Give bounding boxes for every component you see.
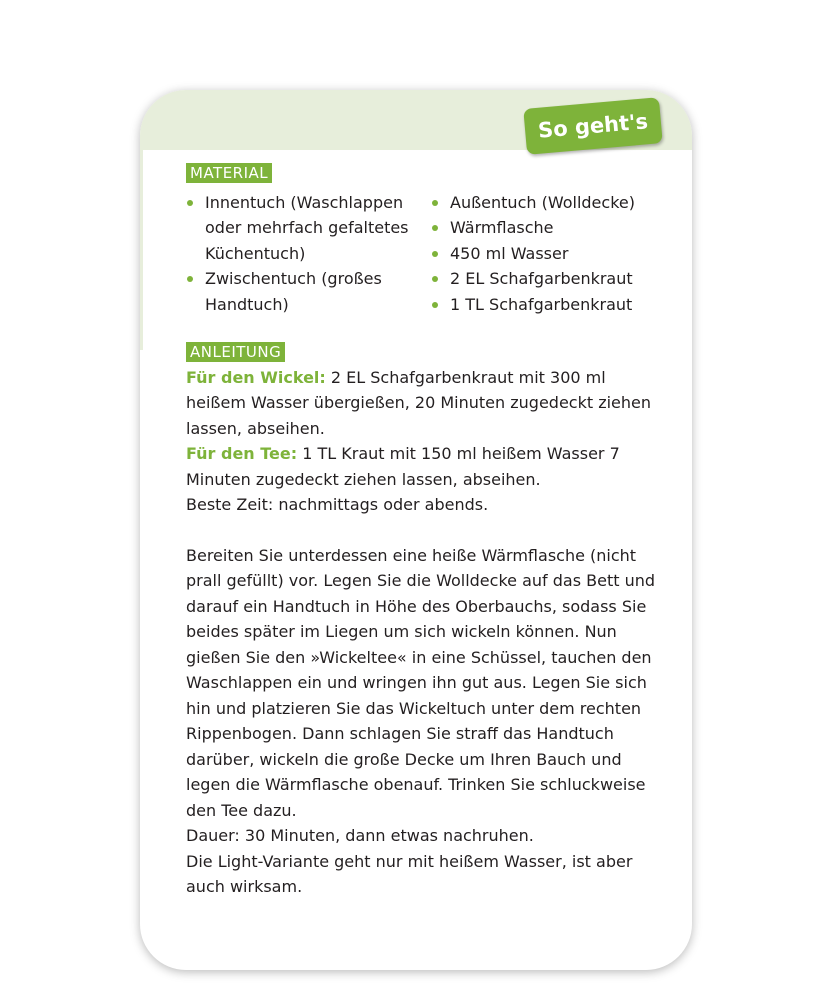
list-item: 450 ml Wasser <box>431 241 661 267</box>
material-column-2 <box>431 190 661 318</box>
dauer: Dauer: 30 Minuten, dann etwas nachruhen. <box>186 826 534 845</box>
light-variant: Die Light-Variante geht nur mit heißem Wasser, ist aber auch wirksam. <box>186 851 633 896</box>
card-content <box>186 160 661 900</box>
wickel-paragraph <box>186 365 661 442</box>
list-item: Zwischentuch (großes Handtuch) <box>186 266 431 317</box>
list-item: 1 TL Schafgarbenkraut <box>431 292 661 318</box>
instructions-body: Bereiten Sie unterdessen eine heiße Wärmflasche (nicht prall gefüllt) vor. Legen Sie die Wolldecke auf das Bett und darauf ein Handtuch in Höhe des Oberbauchs, sodass Sie beides später im Liegen um sich wickeln können. Nun gießen Sie den »Wickeltee« in eine Schüssel, tauchen den Waschlappen ein und wringen ihn gut aus. Legen Sie sich hin und platzieren Sie das Wickeltuch unter dem rechten Rippenbogen. Dann schlagen Sie straff das Handtuch darüber, wickeln die große Decke um Ihren Bauch und legen die Wärmflasche obenauf. Trinken Sie schluckweise den Tee dazu. <box>186 545 656 820</box>
tee-text: 1 TL Kraut mit 150 ml heißem Wasser 7 Minuten zugedeckt ziehen lassen, abseihen. <box>186 444 620 489</box>
card-edge-strip <box>140 150 143 350</box>
list-item: 2 EL Schafgarbenkraut <box>431 266 661 292</box>
beste-zeit: Beste Zeit: nachmittags oder abends. <box>186 495 489 514</box>
anleitung-heading: ANLEITUNG <box>186 342 285 362</box>
material-column-1 <box>186 190 431 318</box>
tee-paragraph <box>186 441 661 492</box>
list-item: Innentuch (Waschlappen oder mehrfach gefaltetes Küchentuch) <box>186 190 431 267</box>
so-gehts-tag: So geht's <box>523 97 662 155</box>
list-item: Außentuch (Wolldecke) <box>431 190 661 216</box>
tee-label: Für den Tee: <box>186 444 298 463</box>
material-heading: MATERIAL <box>186 163 272 183</box>
material-list <box>186 190 661 318</box>
wickel-text: 2 EL Schafgarbenkraut mit 300 ml heißem Wasser übergießen, 20 Minuten zugedeckt ziehen lassen, abseihen. <box>186 367 652 438</box>
list-item: Wärmflasche <box>431 215 661 241</box>
wickel-label: Für den Wickel: <box>186 367 326 387</box>
